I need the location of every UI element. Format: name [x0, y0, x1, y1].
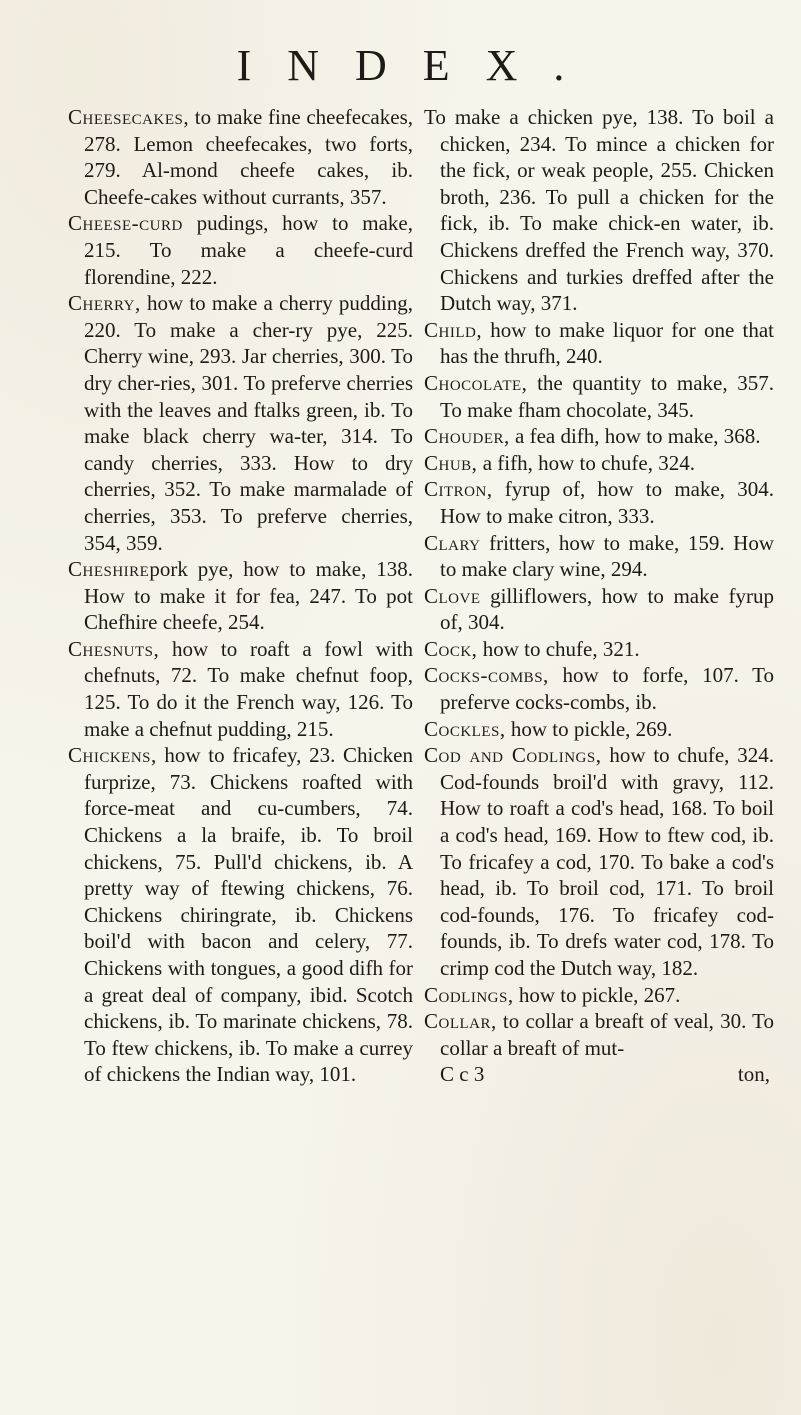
- entry-text: how to make liquor for one that has the thrufh, 240.: [440, 317, 774, 369]
- entry-headword: Chickens,: [68, 743, 157, 768]
- entry-headword: Collar,: [424, 1009, 497, 1034]
- entry-headword: Cheese-curd: [68, 211, 183, 236]
- index-entry: [424, 1008, 774, 1061]
- entry-headword: Cheesecakes,: [68, 105, 190, 129]
- index-entry: [424, 716, 774, 743]
- index-entry: [68, 742, 413, 1088]
- entry-headword: Cherry,: [68, 291, 141, 316]
- index-entry: [424, 662, 774, 715]
- index-entry: [68, 290, 413, 556]
- entry-text: how to make a cherry pudding, 220. To make a cher-ry pye, 225. Cherry wine, 293. Jar cherries, 300. To dry cher-ries, 301. To preferve cherries with the leaves and ftalks green, ib. To make black cherry wa-ter, 314. To candy cherries, 333. How to dry cherries, 352. To make marmalade of cherries, 353. To preferve cherries, 354, 359.: [84, 291, 413, 555]
- index-entry: [424, 583, 774, 636]
- index-entry: [424, 104, 774, 317]
- page-footer: [424, 1061, 774, 1088]
- entry-headword: Cockles,: [424, 716, 506, 741]
- entry-text: how to fricafey, 23. Chicken furprize, 73. Chickens roafted with force-meat and cu-cumbers, 74. Chickens a la braife, ib. To broil chickens, 75. Pull'd chickens, ib. A pretty way of ftewing chickens, 76. Chickens chiringrate, ib. Chickens boil'd with bacon and celery, 77. Chickens with tongues, a good difh for a great deal of company, ibid. Scotch chickens, ib. To marinate chickens, 78. To ftew chickens, ib. To make a currey of chickens the Indian way, 101.: [84, 743, 413, 1087]
- entry-text: how to pickle, 267.: [513, 982, 681, 1007]
- entry-text: pudings, how to make, 215. To make a cheefe-curd florendine, 222.: [84, 211, 413, 289]
- entry-text: gilliflowers, how to make fyrup of, 304.: [440, 583, 774, 635]
- index-entry: [424, 317, 774, 370]
- entry-headword: Citron,: [424, 477, 493, 502]
- right-column: [424, 104, 774, 1088]
- index-entry: [424, 450, 774, 477]
- index-entry: [68, 636, 413, 742]
- index-entry: [68, 556, 413, 636]
- index-entry: [424, 476, 774, 529]
- entry-headword: Clary: [424, 530, 481, 555]
- entry-headword: Chocolate,: [424, 370, 528, 395]
- entry-headword: Child,: [424, 317, 483, 342]
- index-entry: [424, 982, 774, 1009]
- entry-headword: Codlings,: [424, 982, 514, 1007]
- entry-headword: Cock,: [424, 636, 478, 661]
- entry-text: fritters, how to make, 159. How to make clary wine, 294.: [440, 530, 774, 582]
- entry-headword: Cheshire: [68, 557, 150, 582]
- index-entry: [424, 636, 774, 663]
- entry-text: pork pye, how to make, 138. How to make it for fea, 247. To pot Chefhire cheefe, 254.: [84, 557, 413, 635]
- entry-headword: Cocks-combs,: [424, 663, 549, 688]
- entry-text: a fea difh, how to make, 368.: [509, 424, 761, 449]
- entry-text: the quantity to make, 357. To make fham chocolate, 345.: [440, 370, 774, 422]
- signature-mark: C c 3: [440, 1062, 485, 1087]
- entry-text: how to chufe, 321.: [477, 636, 640, 661]
- entry-text: how to forfe, 107. To preferve cocks-combs, ib.: [440, 663, 774, 715]
- entry-text: To make a chicken pye, 138. To boil a chicken, 234. To mince a chicken for the fick, or weak people, 255. Chicken broth, 236. To pull a chicken for the fick, ib. To make chick-en water, ib. Chickens dreffed the French way, 370. Chickens and turkies dreffed after the Dutch way, 371.: [424, 105, 774, 316]
- left-column: [68, 104, 413, 1088]
- entry-headword: Cod and Codlings,: [424, 743, 602, 768]
- catchword: ton,: [737, 1062, 770, 1087]
- page-title: INDEX.: [236, 41, 601, 90]
- index-entry: [68, 104, 413, 210]
- entry-text: how to roaft a fowl with chefnuts, 72. To make chefnut foop, 125. To do it the French way, 126. To make a chefnut pudding, 215.: [84, 636, 413, 741]
- entry-headword: Chouder,: [424, 424, 510, 449]
- entry-text: how to pickle, 269.: [505, 716, 673, 741]
- entry-headword: Clove: [424, 583, 481, 608]
- index-entry: [68, 210, 413, 290]
- entry-text: to collar a breaft of veal, 30. To collar a breaft of mut-: [440, 1009, 774, 1060]
- entry-text: to make fine cheefecakes, 278. Lemon cheefecakes, two forts, 279. Al-mond cheefe cakes, ib. Cheefe-cakes without currants, 357.: [84, 105, 413, 209]
- index-entry: [424, 370, 774, 423]
- entry-text: fyrup of, how to make, 304. How to make citron, 333.: [440, 477, 774, 528]
- index-entry: [424, 423, 774, 450]
- entry-text: how to chufe, 324. Cod-founds broil'd with gravy, 112. How to roaft a cod's head, 168. To boil a cod's head, 169. How to ftew cod, ib. To fricafey a cod, 170. To bake a cod's head, ib. To broil cod, 171. To broil cod-founds, 176. To fricafey cod-founds, ib. To drefs water cod, 178. To crimp cod the Dutch way, 182.: [440, 743, 774, 980]
- index-entry: [424, 742, 774, 981]
- entry-text: a fifh, how to chufe, 324.: [477, 450, 695, 475]
- index-entry: [424, 530, 774, 583]
- entry-headword: Chesnuts,: [68, 636, 160, 661]
- entry-headword: Chub,: [424, 450, 478, 475]
